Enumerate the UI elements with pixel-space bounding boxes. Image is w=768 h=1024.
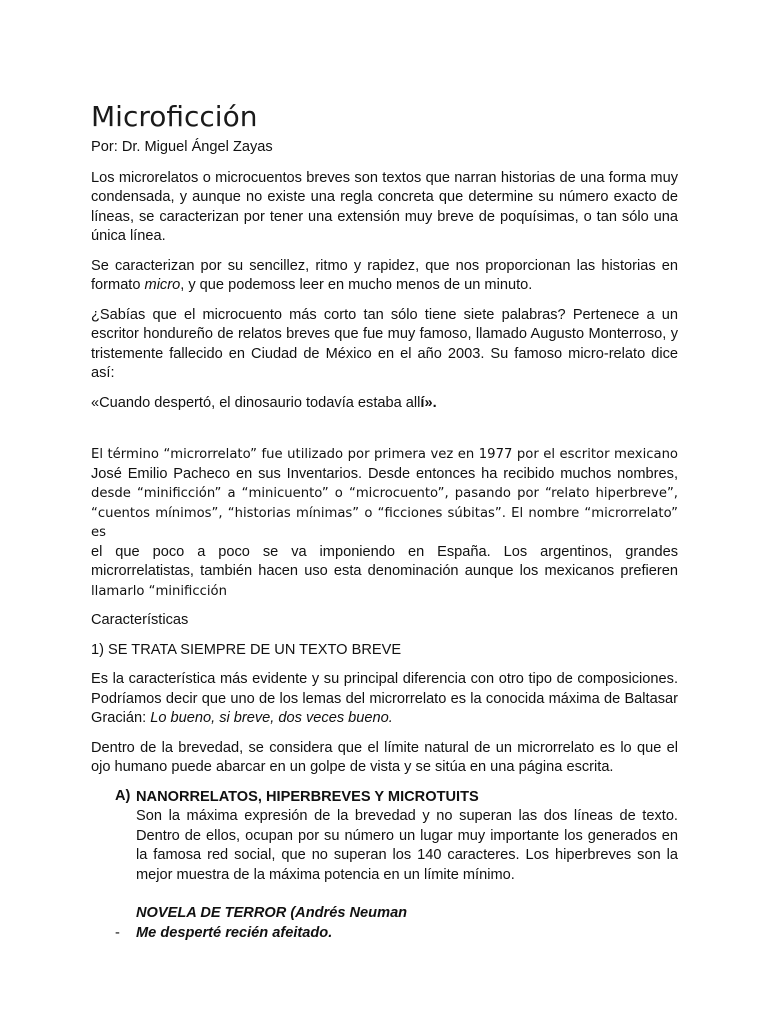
list-item-a [91,788,678,924]
bullet-item [91,924,678,944]
list-body: Son la máxima expresión de la brevedad y no superan las dos líneas de texto. Dentro de ellos, ocupan por su número un lugar muy importante los generados en la famosa red social, que no superan los 140 caracteres. Los hiperbreves son la mejor muestra de la máxima potencia en un límite mínimo. [136,808,678,883]
paragraph-characteristics [91,257,678,296]
paragraph-text: , y que podemoss leer en mucho menos de un minuto. [180,277,533,293]
emphasis-quote: Lo bueno, si breve, dos veces bueno. [150,710,393,726]
text-line: el que poco a poco se va imponiendo en España. Los argentinos, grandes [91,543,678,560]
paragraph-evident [91,670,678,729]
text-line: microrrelatistas, también hacen uso esta denominación aunque los mexicanos prefieren [91,563,678,579]
text-line: José Emilio Pacheco en sus Inventarios. Desde entonces ha recibido muchos nombres, [91,465,678,482]
paragraph-term-history [91,445,678,601]
micro-story-text: Me desperté recién afeitado. [136,924,333,941]
paragraph-monterroso: ¿Sabías que el microcuento más corto tan sólo tiene siete palabras? Pertenece a un escritor hondureño de relatos breves que fue muy famoso, llamado Augusto Monterroso, y tristemente fallecido en Ciudad de México en el año 2003. Su famoso micro-relato dice así: [91,306,678,381]
paragraph-limit: Dentro de la brevedad, se considera que el límite natural de un microrrelato es lo que el ojo humano puede abarcar en un golpe de vista y se sitúa en una página escrita. [91,739,678,775]
document-content [91,96,678,943]
text-line: desde “minificción” a “minicuento” o “microcuento”, pasando por “relato hiperbreve”, [91,486,678,501]
dash-bullet: - [115,924,120,941]
page-title: Microficción [91,100,258,133]
list-heading: NANORRELATOS, HIPERBREVES Y MICROTUITS [136,788,479,805]
section-heading: 1) SE TRATA SIEMPRE DE UN TEXTO BREVE [91,641,402,658]
list-marker: A) [115,787,131,804]
paragraph-text: Es la característica más evidente y su principal diferencia con otro tipo de composiciones. Podríamos decir que uno de los lemas del microrrelato es la conocida máxima de Baltasar Gracián: [91,671,678,726]
emphasis-micro: micro [144,277,181,293]
text-line: El término “microrrelato” fue utilizado por primera vez en 1977 por el escritor mexicano [91,447,678,462]
paragraph-intro: Los microrelatos o microcuentos breves son textos que narran historias de una forma muy condensada, y aunque no existe una regla concreta que determine su número exacto de líneas, se caracterizan por tener una extensión muy breve de poquísimas, o tan sólo una única línea. [91,169,678,244]
features-heading: Características [91,612,189,628]
author-line: Por: Dr. Miguel Ángel Zayas [91,139,273,155]
quote-ending: í». [420,394,437,411]
quote-dinosaur [91,394,678,414]
text-line: llamarlo “minificción [91,583,227,599]
quote-text: «Cuando despertó, el dinosaurio todavía estaba all [91,394,421,411]
paragraph-text: Se caracterizan por su sencillez, ritmo y rapidez, que nos proporcionan las historias en formato [91,257,678,293]
novel-title: NOVELA DE TERROR (Andrés Neuman [136,905,408,921]
text-line: “cuentos mínimos”, “historias mínimas” o “ficciones súbitas”. El nombre “microrrelato” es [91,505,678,540]
